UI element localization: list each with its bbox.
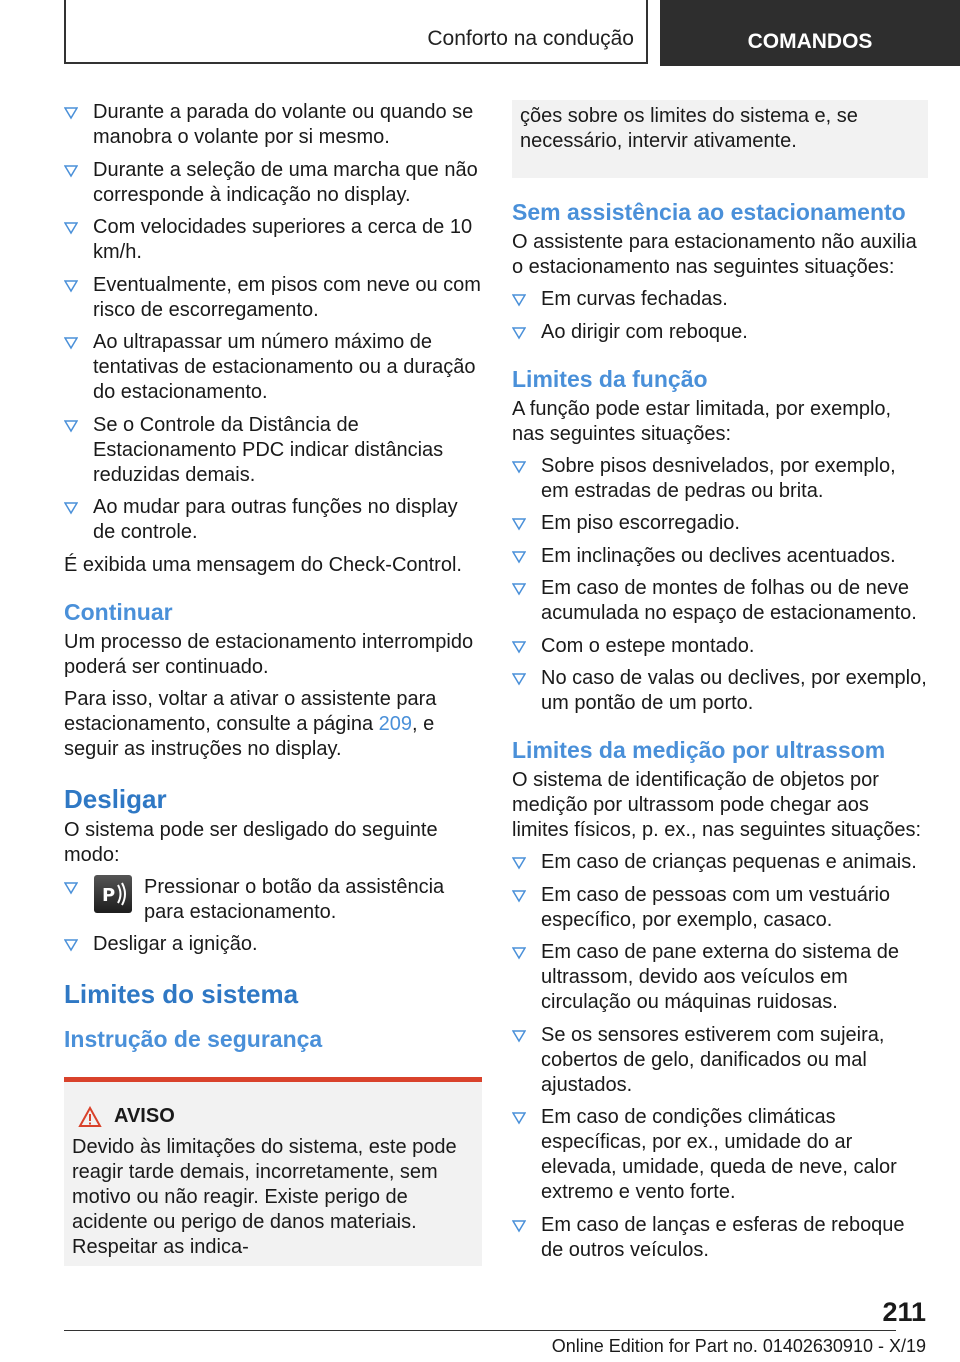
triangle-bullet-icon (64, 938, 78, 952)
list-item: Em caso de lanças e esferas de reboque de outros veículos. (512, 1213, 928, 1263)
page-link[interactable]: 209 (378, 712, 413, 735)
list-item: Em caso de condições climáticas específicas, por ex., umidade do ar elevada, umidade, queda de neve, calor extremo e vento forte. (512, 1105, 928, 1205)
triangle-bullet-icon (512, 1029, 526, 1043)
chapter-tab[interactable]: COMANDOS (660, 0, 960, 66)
list-item: Durante a parada do volante ou quando se manobra o volante por si mesmo. (64, 100, 482, 150)
warning-triangle-icon (78, 1106, 102, 1128)
bullet-list (64, 875, 482, 958)
triangle-bullet-icon (512, 550, 526, 564)
warning-box-continued: ções sobre os limites do sistema e, se necessário, intervir ativamente. (512, 100, 928, 178)
section-box (64, 0, 648, 64)
list-item: Eventualmente, em pisos com neve ou com risco de escorregamento. (64, 273, 482, 323)
triangle-bullet-icon (512, 672, 526, 686)
left-column (64, 100, 482, 1266)
triangle-bullet-icon (64, 221, 78, 235)
list-item: Ao mudar para outras funções no display de controle. (64, 495, 482, 545)
bullet-list (64, 100, 482, 545)
footer-divider (64, 1330, 896, 1331)
check-control-message: É exibida uma mensagem do Check-Control. (64, 553, 462, 576)
triangle-bullet-icon (64, 881, 78, 895)
list-item: Se os sensores estiverem com sujeira, cobertos de gelo, danificados ou mal ajustados. (512, 1023, 928, 1098)
triangle-bullet-icon (512, 460, 526, 474)
list-item: Sobre pisos desnivelados, por exemplo, em estradas de pedras ou brita. (512, 454, 928, 504)
list-item: Em caso de montes de folhas ou de neve acumulada no espaço de estacionamento. (512, 576, 928, 626)
bullet-list (512, 454, 928, 717)
list-item: Em caso de crianças pequenas e animais. (512, 850, 928, 875)
list-item: Em caso de pessoas com um vestuário específico, por exemplo, casaco. (512, 883, 928, 933)
list-item: Em piso escorregadio. (512, 511, 928, 536)
warning-title: AVISO (114, 1105, 175, 1127)
warning-text: Devido às limitações do sistema, este pode reagir tarde demais, incorretamente, sem motivo ou não reagir. Existe perigo de acidente ou perigo de danos materiais. Respeitar as indica- (72, 1136, 457, 1258)
triangle-bullet-icon (512, 889, 526, 903)
list-item: Em curvas fechadas. (512, 287, 928, 312)
section-title: Conforto na condução (427, 27, 634, 50)
heading-limites-ultrassom: Limites da medição por ultrassom (512, 737, 886, 763)
list-item: No caso de valas ou declives, por exemplo, um pontão de um porto. (512, 666, 928, 716)
triangle-bullet-icon (512, 517, 526, 531)
triangle-bullet-icon (64, 164, 78, 178)
list-item: Se o Controle da Distância de Estacionamento PDC indicar distâncias reduzidas demais. (64, 413, 482, 488)
triangle-bullet-icon (64, 501, 78, 515)
parking-assistant-button-icon (94, 875, 132, 913)
bullet-list (512, 287, 928, 345)
list-item: Em caso de pane externa do sistema de ultrassom, devido aos veículos em circulação ou máquinas ruidosas. (512, 940, 928, 1015)
heading-instrucao-seguranca: Instrução de segurança (64, 1026, 323, 1052)
right-column (512, 100, 928, 1270)
heading-limites-funcao: Limites da função (512, 365, 708, 392)
list-item: Com o estepe montado. (512, 634, 928, 659)
list-item: Durante a seleção de uma marcha que não corresponde à indicação no display. (64, 158, 482, 208)
svg-text:P: P (102, 884, 116, 906)
triangle-bullet-icon (512, 856, 526, 870)
paragraph: Um processo de estacionamento interrompido poderá ser continuado. (64, 630, 474, 678)
warning-box (64, 1077, 482, 1266)
paragraph: O assistente para estacionamento não auxilia o estacionamento nas seguintes situações: (512, 231, 917, 278)
heading-sem-assistencia: Sem assistência ao estacionamento (512, 199, 906, 225)
page-header (0, 0, 960, 66)
triangle-bullet-icon (512, 582, 526, 596)
list-item: P Pressionar o botão da assistência para estacionamento. (64, 875, 482, 925)
triangle-bullet-icon (64, 279, 78, 293)
list-item: Ao ultrapassar um número máximo de tentativas de estacionamento ou a duração do estacionamento. (64, 330, 482, 405)
list-item: Em inclinações ou declives acentuados. (512, 544, 928, 569)
triangle-bullet-icon (64, 106, 78, 120)
triangle-bullet-icon (512, 1111, 526, 1125)
paragraph: O sistema de identificação de objetos por medição por ultrassom pode chegar aos limites físicos, p. ex., nas seguintes situações: (512, 769, 922, 841)
footer-text: Online Edition for Part no. 01402630910 - X/19 (551, 1336, 926, 1356)
triangle-bullet-icon (512, 946, 526, 960)
page-number: 211 (882, 1297, 926, 1327)
heading-limites-sistema: Limites do sistema (64, 979, 299, 1009)
triangle-bullet-icon (512, 640, 526, 654)
heading-desligar: Desligar (64, 783, 167, 814)
triangle-bullet-icon (512, 1219, 526, 1233)
paragraph: Para isso, voltar a ativar o assistente para estacionamento, consulte a página 209, e seguir as instruções no display. (64, 687, 437, 760)
bullet-list (512, 850, 928, 1263)
paragraph: A função pode estar limitada, por exemplo, nas seguintes situações: (512, 397, 892, 445)
list-item: Com velocidades superiores a cerca de 10 km/h. (64, 215, 482, 265)
triangle-bullet-icon (512, 293, 526, 307)
triangle-bullet-icon (64, 419, 78, 433)
list-item: Desligar a ignição. (64, 932, 482, 957)
paragraph: O sistema pode ser desligado do seguinte modo: (64, 818, 438, 866)
list-item: Ao dirigir com reboque. (512, 320, 928, 345)
triangle-bullet-icon (64, 336, 78, 350)
heading-continuar: Continuar (64, 598, 173, 625)
triangle-bullet-icon (512, 326, 526, 340)
